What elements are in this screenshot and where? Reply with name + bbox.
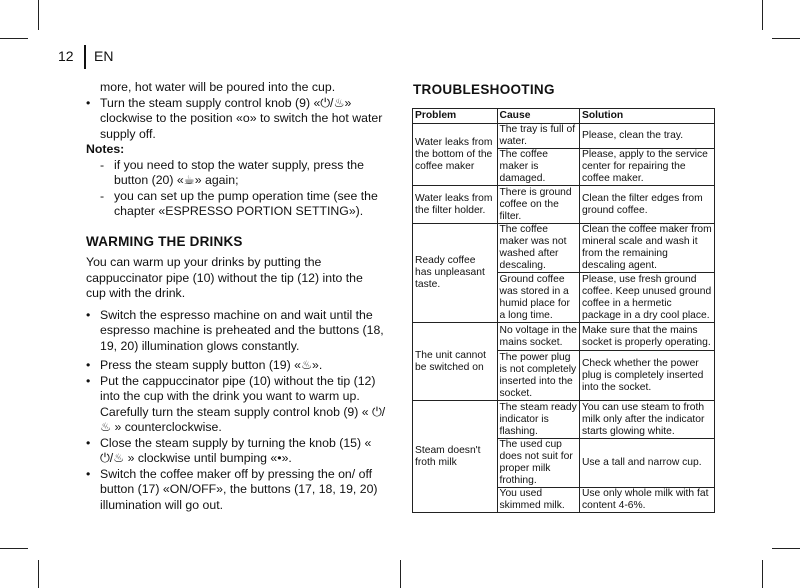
solution-cell: Please, clean the tray. [579,124,714,149]
crop-mark [772,38,800,39]
table-row [413,401,715,439]
left-column [86,80,386,513]
problem-cell: Ready coffee has unpleasant taste. [413,224,498,323]
language-label: EN [94,48,114,64]
section-title: WARMING THE DRINKS [86,233,243,249]
cause-cell: Ground coffee was stored in a humid place for a long time. [497,273,579,323]
cause-cell: No voltage in the mains socket. [497,323,579,351]
page-number: 12 [58,48,74,64]
step-item: • Switch the espresso machine on and wait until the espresso machine is preheated and the buttons (18, 19, 20) illumination glows constantly. [86,308,386,355]
solution-cell: You can use steam to froth milk only after the indicator starts glowing white. [579,401,714,439]
problem-cell: Water leaks from the filter holder. [413,186,498,224]
cause-cell: There is ground coffee on the filter. [497,186,579,224]
crop-mark [762,0,763,30]
table-row [413,186,715,224]
cause-cell: The tray is full of water. [497,124,579,149]
crop-mark [0,548,28,549]
crop-mark [400,560,401,588]
continued-text: more, hot water will be poured into the cup. [100,80,336,94]
crop-mark [772,548,800,549]
problem-cell: The unit cannot be switched on [413,323,498,401]
step-item: • Press the steam supply button (19) «♨». [86,358,386,374]
cause-cell: The coffee maker is damaged. [497,149,579,186]
solution-cell: Use only whole milk with fat content 4-6%. [579,488,714,513]
problem-cell: Steam doesn't froth milk [413,401,498,513]
troubleshooting-title: TROUBLESHOOTING [413,82,555,97]
problem-cell: Water leaks from the bottom of the coffee maker [413,124,498,186]
bullet-steam-knob: • Turn the steam supply control knob (9) «⏻/♨» clockwise to the position «o» to switch the hot water supply off. [86,96,386,143]
troubleshooting-table [412,108,715,513]
solution-cell: Clean the coffee maker from mineral scale and wash it from the remaining descaling agent. [579,224,714,273]
note-item: - you can set up the pump operation time (see the chapter «ESPRESSO PORTION SETTING»). [86,189,386,220]
crop-mark [38,0,39,30]
solution-cell: Please, apply to the service center for repairing the coffee maker. [579,149,714,186]
solution-cell: Use a tall and narrow cup. [579,439,714,488]
cause-cell: The steam ready indicator is flashing. [497,401,579,439]
step-item: • Put the cappuccinator pipe (10) without the tip (12) into the cup with the drink you want to warm up. Carefully turn the steam supply control knob (9) « ⏻/♨ » counterclockwise. [86,374,386,436]
table-row [413,323,715,351]
cause-cell: The used cup does not suit for proper milk frothing. [497,439,579,488]
table-row [413,124,715,149]
cause-cell: The power plug is not completely inserted into the socket. [497,351,579,401]
note-item: - if you need to stop the water supply, press the button (20) «☕» again; [86,158,386,189]
step-item: • Close the steam supply by turning the knob (15) « ⏻/♨ » clockwise until bumping «•». [86,436,386,467]
cause-cell: You used skimmed milk. [497,488,579,513]
column-header: Cause [497,109,579,124]
solution-cell: Check whether the power plug is completely inserted into the socket. [579,351,714,401]
solution-cell: Make sure that the mains socket is properly operating. [579,323,714,351]
crop-mark [38,560,39,588]
table-header-row [413,109,715,124]
solution-cell: Clean the filter edges from ground coffee. [579,186,714,224]
column-header: Solution [579,109,714,124]
solution-cell: Please, use fresh ground coffee. Keep unused ground coffee in a hermetic package in a dry cool place. [579,273,714,323]
crop-mark [762,560,763,588]
crop-mark [0,38,28,39]
step-item: • Switch the coffee maker off by pressing the on/ off button (17) «ON/OFF», the buttons (17, 18, 19, 20) illumination will go out. [86,467,386,514]
cause-cell: The coffee maker was not washed after descaling. [497,224,579,273]
notes-label: Notes: [86,142,125,156]
column-header: Problem [413,109,498,124]
section-intro: You can warm up your drinks by putting the cappuccinator pipe (10) without the tip (12) into the cup with the drink. [86,255,363,300]
header-divider [84,45,86,69]
table-row [413,224,715,273]
